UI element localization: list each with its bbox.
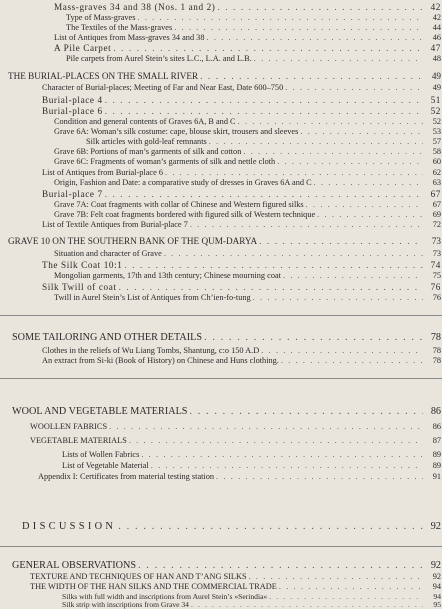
toc-entry bbox=[0, 106, 442, 117]
toc-entry-title: WOOLLEN FABRICS bbox=[30, 422, 108, 431]
toc-entry-title: Origin, Fashion and Date: a comparative study of dresses in Graves 6A and C bbox=[54, 178, 312, 187]
toc-entry bbox=[0, 189, 442, 200]
toc-leader bbox=[165, 168, 423, 178]
toc-entry-title: List of Textile Antiques from Burial-place 7 bbox=[42, 220, 188, 229]
toc-entry bbox=[0, 260, 442, 271]
toc-entry-title: THE WIDTH OF THE HAN SILKS AND THE COMMERCIAL TRADE bbox=[30, 582, 277, 591]
toc-leader bbox=[300, 127, 423, 137]
toc-page-number: 78 bbox=[432, 356, 441, 365]
toc-leader bbox=[105, 189, 423, 200]
toc-leader bbox=[249, 572, 423, 582]
toc-entry-title: Type of Mass-graves bbox=[66, 13, 136, 22]
toc-entry bbox=[0, 422, 442, 432]
toc-entry-title: GRAVE 10 ON THE SOUTHERN BANK OF THE QUM-DARYA bbox=[8, 236, 258, 246]
toc-leader bbox=[314, 178, 423, 188]
toc-leader bbox=[164, 249, 423, 259]
toc-page-number: 46 bbox=[432, 33, 441, 42]
toc-leader bbox=[105, 95, 423, 106]
toc-entry-title: Situation and character of Grave bbox=[54, 249, 162, 258]
toc-leader bbox=[317, 210, 423, 220]
toc-leader bbox=[279, 582, 423, 592]
toc-entry bbox=[0, 356, 442, 366]
toc-entry bbox=[0, 582, 442, 592]
toc-page-number: 53 bbox=[432, 127, 441, 136]
toc-entry-title: Grave 6C: Fragments of woman’s garments of silk and nettle cloth bbox=[54, 157, 276, 166]
toc-entry bbox=[0, 83, 442, 93]
toc-entry bbox=[0, 95, 442, 106]
toc-leader bbox=[209, 137, 423, 147]
toc-page-number: 94 bbox=[432, 582, 441, 591]
toc-entry bbox=[0, 210, 442, 220]
toc-entry bbox=[0, 168, 442, 178]
toc-entry bbox=[0, 346, 442, 356]
toc-page-number: 72 bbox=[432, 220, 441, 229]
section-divider bbox=[0, 378, 442, 379]
toc-entry-title: SOME TAILORING AND OTHER DETAILS bbox=[12, 332, 203, 343]
toc-entry-title: Twill in Aurel Stein’s List of Antiques from Ch’ien-fo-tung bbox=[54, 293, 251, 302]
toc-page-number: 67 bbox=[430, 189, 441, 199]
toc-leader bbox=[190, 220, 423, 230]
toc-entry-title: List of Antiques from Mass-graves 34 and 38 bbox=[54, 33, 205, 42]
toc-page-number: 49 bbox=[431, 71, 441, 81]
toc-entry bbox=[0, 157, 442, 167]
toc-entry-title: Pile carpets from Aurel Stein’s sites L.C., L.A. and L.B. bbox=[66, 54, 252, 63]
toc-entry-title: Mongolian garments, 17th and 13th century; Chinese mourning coat bbox=[54, 271, 281, 280]
toc-entry-title: VEGETABLE MATERIALS bbox=[30, 436, 127, 445]
toc-page-number: 78 bbox=[430, 332, 441, 343]
toc-entry bbox=[0, 220, 442, 230]
toc-page-number: 92 bbox=[430, 560, 441, 571]
toc-leader bbox=[200, 71, 423, 82]
toc-entry bbox=[0, 600, 442, 609]
toc-entry-title: Character of Burial-places; Meeting of Far and Near East, Date 600–750 bbox=[42, 83, 284, 92]
toc-page-number: 92 bbox=[430, 521, 441, 532]
toc-entry bbox=[0, 178, 442, 188]
toc-entry bbox=[0, 293, 442, 303]
toc-page-number: 89 bbox=[432, 461, 441, 470]
toc-leader bbox=[306, 200, 423, 210]
toc-page-number: 73 bbox=[432, 249, 441, 258]
toc-page-number: 89 bbox=[432, 450, 441, 459]
toc-entry-title: Burial-place 6 bbox=[42, 106, 103, 116]
toc-entry-title: THE BURIAL-PLACES ON THE SMALL RIVER bbox=[8, 71, 199, 81]
toc-leader bbox=[191, 600, 423, 609]
toc-entry-title: Appendix I: Certificates from material testing station bbox=[38, 472, 215, 481]
toc-entry-title: Silk strip with inscriptions from Grave 34 bbox=[62, 600, 189, 609]
toc-leader bbox=[113, 43, 423, 54]
toc-page-number: 76 bbox=[430, 282, 441, 292]
toc-entry-title: The Textiles of the Mass-graves bbox=[66, 23, 173, 32]
toc-leader bbox=[174, 23, 423, 33]
toc-entry bbox=[0, 54, 442, 64]
toc-page-number: 63 bbox=[432, 178, 441, 187]
toc-leader bbox=[285, 83, 423, 93]
toc-entry bbox=[0, 271, 442, 281]
toc-entry bbox=[0, 127, 442, 137]
toc-entry-title: Clothes in the reliefs of Wu Liang Tombs, Shantung, c:o 150 A.D bbox=[42, 346, 260, 355]
toc-entry bbox=[0, 137, 442, 147]
toc-entry-title: Silk Twill of coat bbox=[42, 282, 117, 292]
toc-entry-title: Burial-place 7 bbox=[42, 189, 103, 199]
toc-page-number: 52 bbox=[432, 117, 441, 126]
toc-page-number: 62 bbox=[432, 168, 441, 177]
toc-page-number: 47 bbox=[430, 43, 441, 53]
toc-chapter-heading bbox=[0, 560, 442, 572]
toc-leader bbox=[124, 260, 423, 271]
toc-entry-title: An extract from Si-ki (Book of History) on Chinese and Huns clothing. bbox=[42, 356, 279, 365]
toc-page-number: 76 bbox=[432, 293, 441, 302]
toc-entry bbox=[0, 282, 442, 293]
toc-leader bbox=[253, 293, 423, 303]
toc-entry-title: Silk articles with gold-leaf remnants bbox=[86, 137, 207, 146]
toc-entry-title: List of Vegetable Material bbox=[62, 461, 149, 470]
toc-entry bbox=[0, 23, 442, 33]
toc-leader bbox=[261, 346, 423, 356]
toc-entry bbox=[0, 117, 442, 127]
toc-page-number: 48 bbox=[432, 54, 441, 63]
toc-page-number: 73 bbox=[431, 236, 441, 246]
toc-leader bbox=[105, 106, 423, 117]
toc-entry bbox=[0, 43, 442, 54]
toc-entry-title: A Pile Carpet bbox=[54, 43, 112, 53]
toc-leader bbox=[243, 147, 423, 157]
toc-leader bbox=[254, 54, 423, 64]
toc-page-number: 78 bbox=[432, 346, 441, 355]
toc-leader bbox=[141, 450, 423, 460]
toc-page-number: 69 bbox=[432, 210, 441, 219]
toc-entry-title: Grave 7B: Felt coat fragments bordered with figured silk of Western technique bbox=[54, 210, 316, 219]
toc-page-number: 44 bbox=[432, 23, 441, 32]
toc-leader bbox=[238, 117, 423, 127]
toc-page-number: 67 bbox=[432, 200, 441, 209]
toc-chapter-heading bbox=[0, 406, 442, 418]
toc-page-number: 86 bbox=[432, 422, 441, 431]
toc-leader bbox=[119, 282, 423, 293]
toc-entry bbox=[0, 249, 442, 259]
toc-leader bbox=[283, 271, 423, 281]
toc-part-heading bbox=[0, 521, 442, 533]
toc-page-number: 86 bbox=[430, 406, 441, 417]
toc-leader bbox=[217, 2, 423, 13]
toc-entry bbox=[0, 450, 442, 460]
section-divider bbox=[0, 546, 442, 547]
toc-entry-title: Grave 6A: Woman’s silk costume: cape, blouse skirt, trousers and sleeves bbox=[54, 127, 299, 136]
toc-entry bbox=[0, 436, 442, 446]
toc-leader bbox=[138, 560, 423, 572]
toc-page-number: 58 bbox=[432, 147, 441, 156]
toc-leader bbox=[206, 33, 423, 43]
toc-leader bbox=[118, 521, 423, 533]
toc-page-number: 49 bbox=[432, 83, 441, 92]
toc-leader bbox=[216, 472, 423, 482]
toc-page-number: 75 bbox=[432, 271, 441, 280]
toc-entry bbox=[0, 200, 442, 210]
toc-page-number: 74 bbox=[430, 260, 441, 270]
toc-leader bbox=[109, 422, 423, 432]
toc-page-number: 92 bbox=[432, 572, 441, 581]
toc-entry bbox=[0, 461, 442, 471]
toc-leader bbox=[204, 332, 423, 344]
toc-entry-title: WOOL AND VEGETABLE MATERIALS bbox=[12, 406, 188, 417]
toc-entry bbox=[0, 147, 442, 157]
toc-entry bbox=[0, 572, 442, 582]
toc-leader bbox=[137, 13, 423, 23]
toc-entry-title: The Silk Coat 10:1 bbox=[42, 260, 123, 270]
toc-entry-title: Grave 7A: Coat fragments with collar of Chinese and Western figured silks bbox=[54, 200, 304, 209]
toc-entry-title: Lists of Wollen Fabrics bbox=[62, 450, 140, 459]
toc-page-number: 87 bbox=[432, 436, 441, 445]
toc-entry-title: Grave 6B: Portions of man’s garments of silk and cotton bbox=[54, 147, 242, 156]
section-divider bbox=[0, 315, 442, 316]
toc-section-heading bbox=[0, 236, 442, 247]
toc-entry bbox=[0, 33, 442, 43]
toc-entry bbox=[0, 13, 442, 23]
toc-entry-title: TEXTURE AND TECHNIQUES OF HAN AND T’ANG SILKS bbox=[30, 572, 247, 581]
toc-entry-title: Burial-place 4 bbox=[42, 95, 103, 105]
toc-page-number: 91 bbox=[432, 472, 441, 481]
toc-section-heading bbox=[0, 71, 442, 82]
toc-page-number: 57 bbox=[432, 137, 441, 146]
toc-leader bbox=[259, 236, 423, 247]
toc-page-number: 42 bbox=[432, 13, 441, 22]
toc-entry bbox=[0, 472, 442, 482]
toc-entry-title: Condition and general contents of Graves 6A, B and C bbox=[54, 117, 236, 126]
toc-page-number: 95 bbox=[433, 600, 441, 609]
toc-entry bbox=[0, 2, 442, 13]
toc-entry-title: DISCUSSION bbox=[22, 521, 117, 532]
toc-page-number: 52 bbox=[430, 106, 441, 116]
toc-page-number: 94 bbox=[433, 592, 441, 601]
toc-leader bbox=[129, 436, 423, 446]
toc-page-number: 60 bbox=[432, 157, 441, 166]
toc-entry-title: Mass-graves 34 and 38 (Nos. 1 and 2) bbox=[54, 2, 216, 12]
toc-chapter-heading bbox=[0, 332, 442, 344]
toc-page-number: 42 bbox=[430, 2, 441, 12]
toc-page-number: 51 bbox=[430, 95, 441, 105]
toc-leader bbox=[151, 461, 423, 471]
toc-entry-title: List of Antiques from Burial-place 6 bbox=[42, 168, 163, 177]
toc-leader bbox=[281, 356, 423, 366]
toc-entry-title: Silks with full width and inscriptions from Aurel Stein’s »Serindia« bbox=[62, 592, 268, 601]
toc-leader bbox=[189, 406, 423, 418]
toc-entry-title: GENERAL OBSERVATIONS bbox=[12, 560, 136, 571]
toc-leader bbox=[277, 157, 423, 167]
